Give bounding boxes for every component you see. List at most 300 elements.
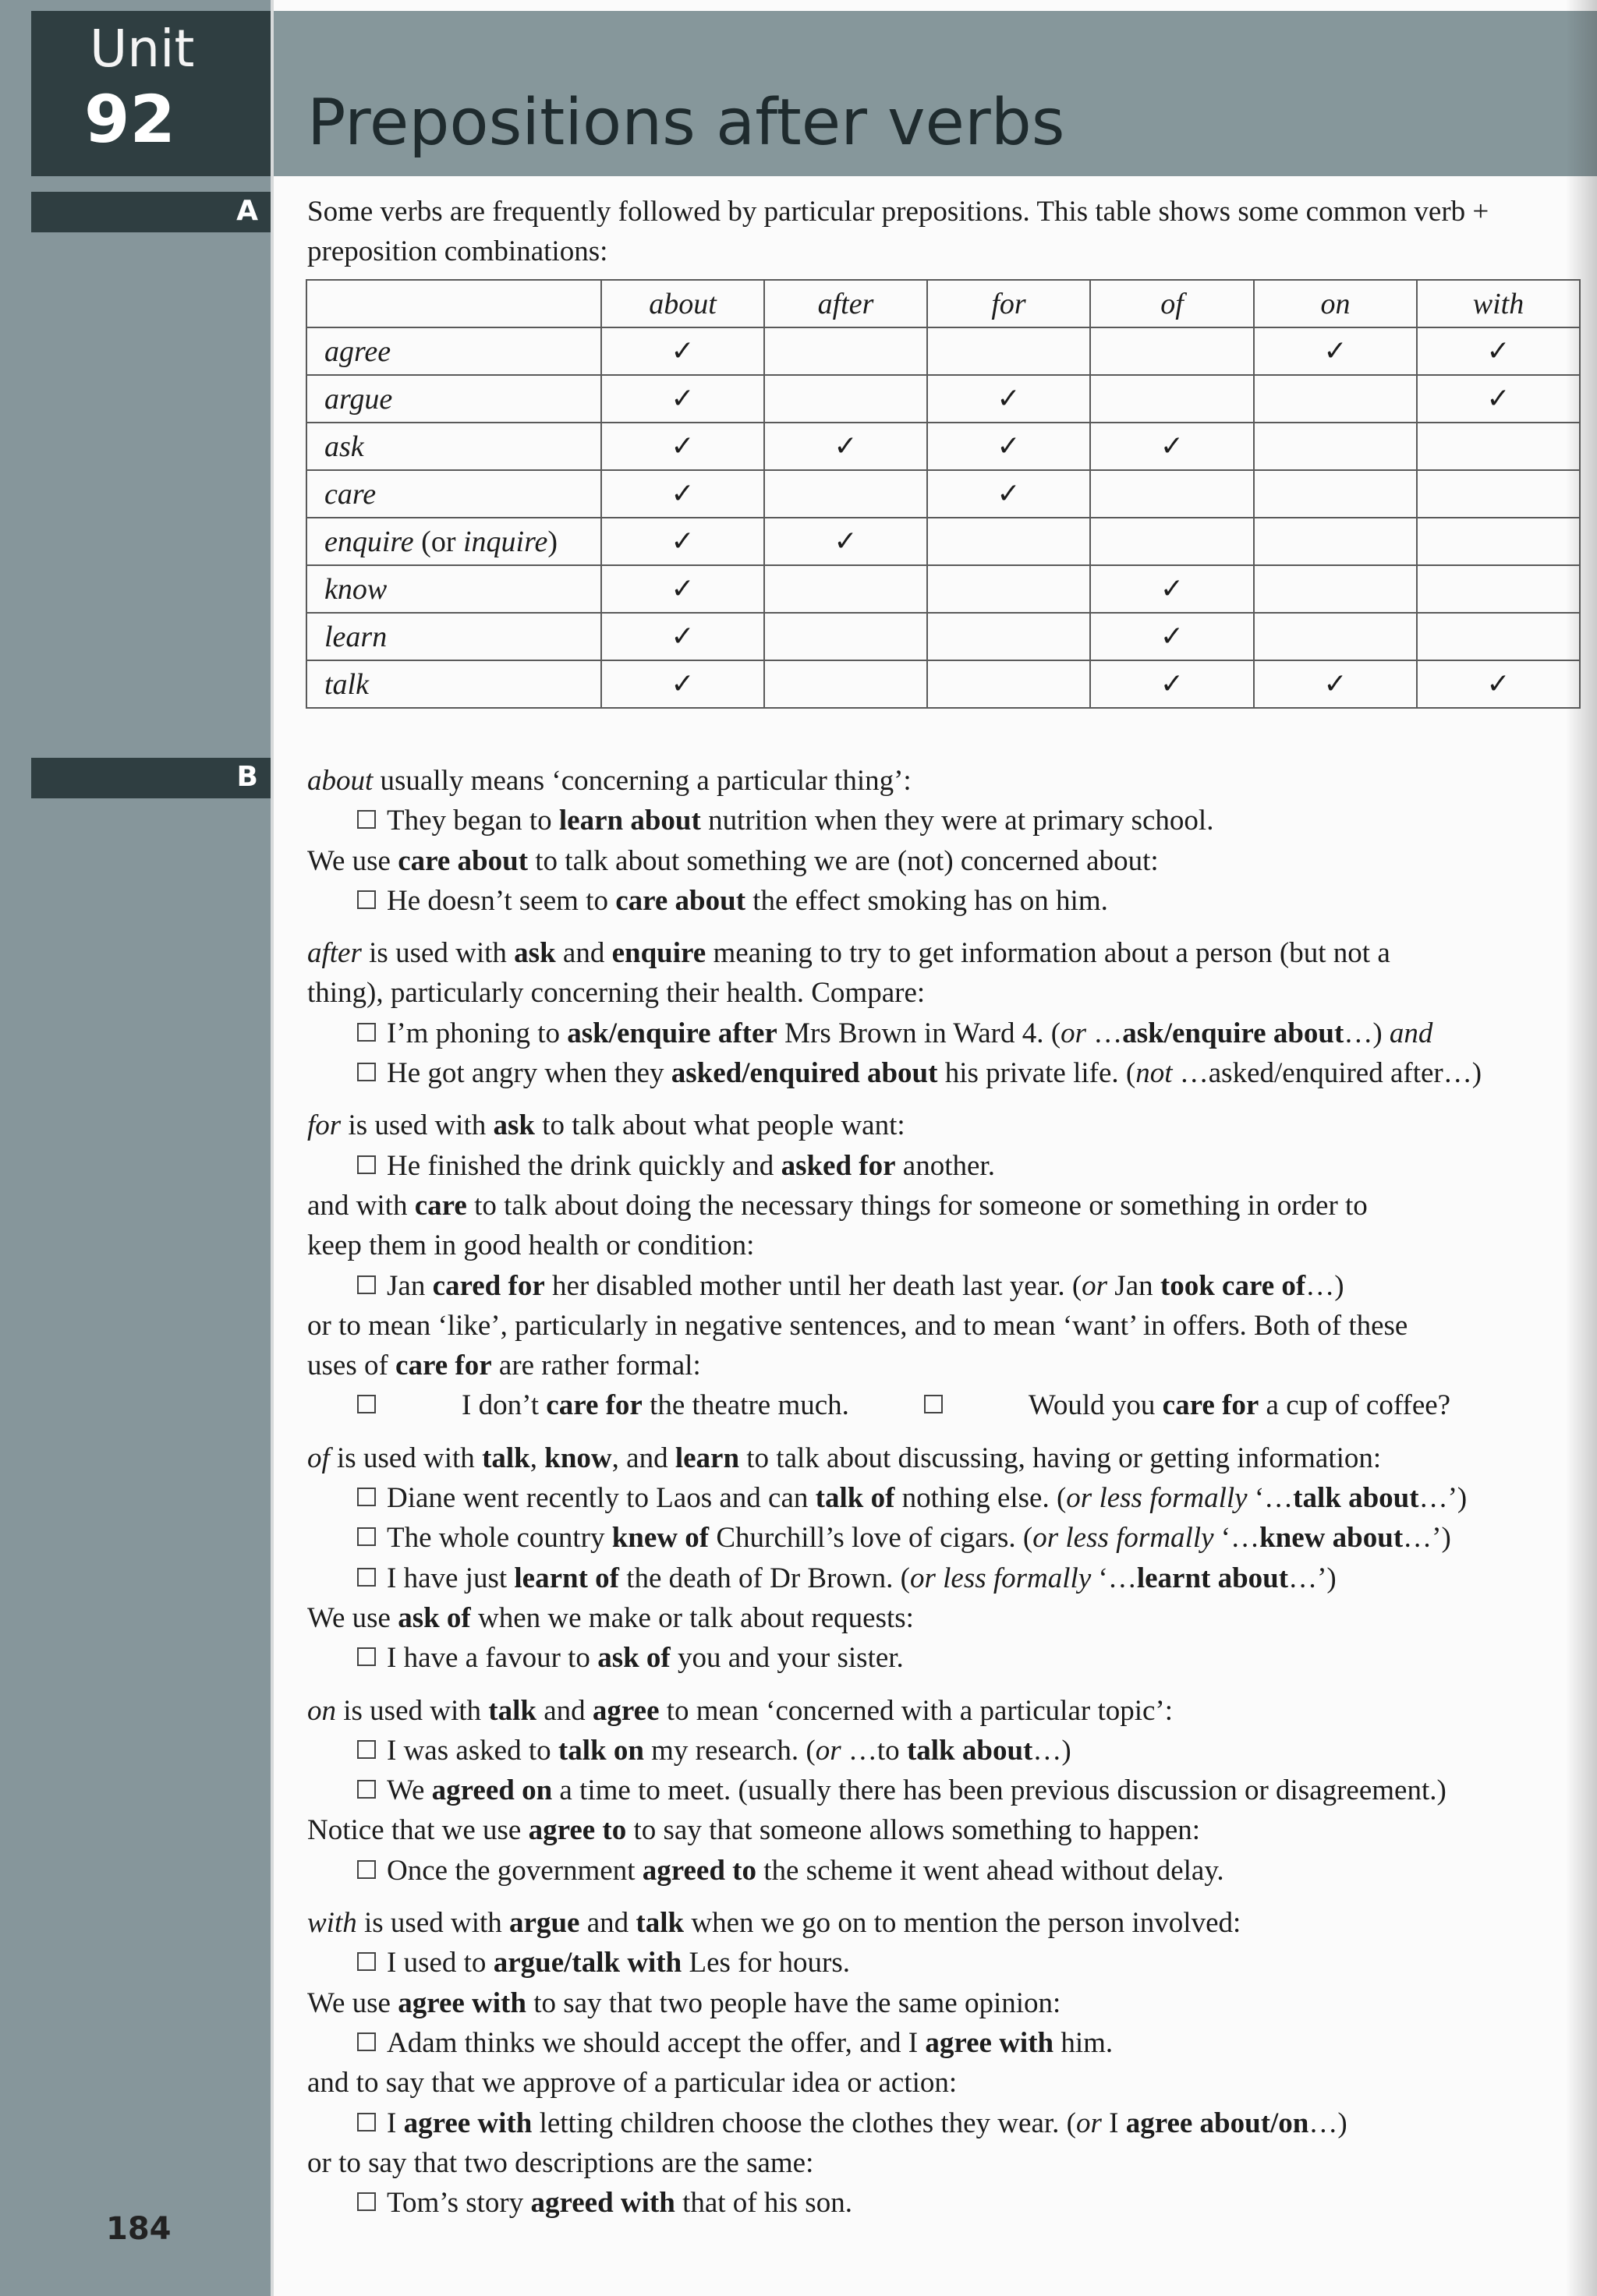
table-row: [306, 470, 1580, 518]
text-run: …’): [1288, 1562, 1337, 1594]
table-row: [306, 660, 1580, 708]
bullet-square-icon: [357, 1023, 376, 1042]
bullet-square-icon: [357, 1952, 376, 1971]
example-sentence: [357, 1478, 1594, 1518]
bullet-square-icon: [357, 1488, 376, 1506]
check-mark-icon: ✓: [997, 430, 1021, 462]
table-cell: [1090, 660, 1254, 708]
table-body: [306, 327, 1580, 708]
italic-phrase: with: [307, 1907, 357, 1940]
example-sentence: [357, 2183, 1594, 2223]
bold-phrase: agree with: [403, 2107, 533, 2139]
text-run: that of his son.: [675, 2187, 852, 2220]
text-run: Tom’s story: [387, 2187, 531, 2220]
italic-phrase: or: [1075, 2107, 1102, 2139]
table-cell: [1090, 375, 1254, 423]
verb-note: (or: [413, 525, 463, 558]
check-mark-icon: ✓: [1486, 383, 1510, 415]
text-run: I was asked to: [387, 1734, 558, 1767]
table-cell: [764, 423, 927, 470]
bullet-square-icon: [357, 2192, 376, 2211]
table-cell: [1417, 518, 1580, 565]
example-sentence: [357, 1851, 1594, 1891]
text-run: to talk about what people want:: [534, 1109, 905, 1142]
unit-number: 92: [84, 81, 175, 157]
column-header-for: for: [927, 280, 1090, 327]
check-mark-icon: ✓: [671, 573, 695, 605]
check-mark-icon: ✓: [997, 383, 1021, 415]
example-sentence: [357, 1771, 1594, 1810]
table-cell: [764, 470, 927, 518]
bold-phrase: agree: [592, 1694, 660, 1727]
explanation-line: [307, 1903, 1594, 1943]
example-sentence: [357, 1014, 1594, 1053]
bold-phrase: care for: [546, 1389, 643, 1422]
explanation-line: [307, 2063, 1594, 2103]
bullet-square-icon: [357, 810, 376, 829]
table-row: [306, 518, 1580, 565]
explanation-line: [307, 933, 1594, 973]
text-run: a cup of coffee?: [1259, 1389, 1451, 1422]
verb-alternative: inquire: [462, 525, 548, 558]
text-run: is used with: [356, 1907, 510, 1940]
bold-phrase: talk about: [906, 1734, 1033, 1767]
text-run: him.: [1053, 2026, 1114, 2059]
bullet-square-icon: [357, 1275, 376, 1294]
text-run: I don’t: [462, 1389, 547, 1422]
text-run: to talk about something we are (not) concerned about:: [528, 844, 1159, 877]
check-mark-icon: ✓: [1160, 621, 1184, 653]
text-run: and to say that we approve of a particular idea or action:: [307, 2067, 958, 2100]
column-header-with: with: [1417, 280, 1580, 327]
table-cell: [764, 327, 927, 375]
bold-phrase: ask of: [597, 1642, 671, 1675]
explanation-line: [307, 973, 1594, 1013]
check-mark-icon: ✓: [1160, 430, 1184, 462]
table-cell: [764, 375, 927, 423]
table-cell: [1417, 565, 1580, 613]
text-run: I have just: [387, 1562, 515, 1594]
italic-phrase: after: [307, 937, 362, 970]
verb-name: argue: [324, 382, 393, 416]
table-cell: [764, 518, 927, 565]
bold-phrase: knew about: [1259, 1522, 1404, 1555]
text-run: are rather formal:: [491, 1350, 701, 1382]
bullet-square-icon: [357, 1647, 376, 1666]
text-run: and: [579, 1907, 636, 1940]
verb-name: talk: [324, 667, 369, 701]
example-sentence: [357, 881, 1594, 921]
table-cell: [1254, 423, 1417, 470]
table-cell: [1417, 660, 1580, 708]
table-cell: [927, 660, 1090, 708]
table-cell: [601, 327, 764, 375]
bold-phrase: agreed to: [642, 1854, 756, 1887]
example-pair: [357, 1385, 1594, 1425]
explanation-line: [307, 1186, 1594, 1226]
bullet-square-icon: [357, 1155, 376, 1174]
italic-phrase: or: [1061, 1017, 1086, 1049]
text-run: I: [387, 2107, 404, 2139]
text-run: …): [1308, 2107, 1347, 2139]
text-run: the scheme it went ahead without delay.: [756, 1854, 1224, 1887]
table-row: [306, 613, 1580, 660]
explanation-line: [307, 1438, 1594, 1478]
table-cell: [1090, 423, 1254, 470]
table-cell: [1090, 613, 1254, 660]
explanation-line: [307, 1691, 1594, 1731]
text-run: Jan: [387, 1269, 433, 1302]
example-sentence: [357, 2103, 1594, 2143]
section-a-letter: A: [236, 195, 258, 227]
bold-phrase: ask/enquire after: [567, 1017, 777, 1049]
bold-phrase: talk: [488, 1694, 536, 1727]
text-run: …): [1032, 1734, 1071, 1767]
check-mark-icon: ✓: [834, 525, 858, 557]
text-run: to say that someone allows something to happen:: [626, 1814, 1201, 1847]
table-row: [306, 423, 1580, 470]
verb-cell: [306, 660, 601, 708]
bold-phrase: agree about/on: [1125, 2107, 1309, 2139]
bullet-square-icon: [357, 1860, 376, 1879]
bold-phrase: talk of: [815, 1482, 895, 1515]
text-run: We use: [307, 1601, 398, 1634]
check-mark-icon: ✓: [834, 430, 858, 462]
text-run: the theatre much.: [642, 1389, 849, 1422]
explanation-line: [307, 1598, 1594, 1638]
verb-cell: [306, 518, 601, 565]
text-run: when we make or talk about requests:: [470, 1601, 914, 1634]
table-cell: [927, 423, 1090, 470]
bold-phrase: know: [544, 1442, 612, 1474]
text-run: or to mean ‘like’, particularly in negative sentences, and to mean ‘want’ in offers. Both of these: [307, 1309, 1408, 1342]
bold-phrase: agree to: [528, 1814, 627, 1847]
bold-phrase: enquire: [611, 937, 706, 970]
bold-phrase: care for: [1162, 1389, 1259, 1422]
example-sentence: [357, 1266, 1594, 1306]
text-run: ‘…: [1091, 1562, 1137, 1594]
table-cell: [601, 518, 764, 565]
text-run: nutrition when they were at primary school.: [700, 805, 1214, 837]
italic-phrase: and: [1389, 1017, 1433, 1049]
table-cell: [601, 613, 764, 660]
text-run: …asked/enquired after…): [1172, 1057, 1482, 1090]
italic-phrase: or: [815, 1734, 841, 1767]
table-cell: [764, 613, 927, 660]
text-run: We use: [307, 1986, 398, 2019]
text-run: …): [1344, 1017, 1390, 1049]
verb-name: ask: [324, 430, 364, 463]
paragraph-gap: [307, 1426, 1594, 1438]
table-cell: [1254, 375, 1417, 423]
table-cell: [1254, 470, 1417, 518]
text-run: He got angry when they: [387, 1057, 671, 1090]
table-cell: [1417, 613, 1580, 660]
explanation-line: [307, 1106, 1594, 1145]
text-run: Diane went recently to Laos and can: [387, 1482, 816, 1515]
verb-name: know: [324, 572, 388, 606]
text-run: when we go on to mention the person involved:: [684, 1907, 1241, 1940]
text-run: to say that two people have the same opinion:: [526, 1986, 1061, 2019]
table-cell: [1090, 470, 1254, 518]
bullet-square-icon: [357, 1063, 376, 1081]
bullet-square-icon: [357, 1740, 376, 1759]
table-cell: [1417, 375, 1580, 423]
table-row: [306, 327, 1580, 375]
example-sentence: [357, 1053, 1594, 1093]
paragraph-gap: [307, 1679, 1594, 1691]
table-cell: [601, 423, 764, 470]
bold-phrase: agree with: [398, 1986, 526, 2019]
sidebar: [0, 0, 274, 2296]
table-cell: [601, 660, 764, 708]
verb-name: care: [324, 477, 377, 511]
verb-name: enquire: [324, 525, 414, 558]
table-cell: [601, 565, 764, 613]
bold-phrase: ask: [514, 937, 556, 970]
text-run: Once the government: [387, 1854, 643, 1887]
table-cell: [927, 375, 1090, 423]
text-run: I have a favour to: [387, 1642, 598, 1675]
text-run: Would you: [1028, 1389, 1163, 1422]
text-run: nothing else. (: [894, 1482, 1067, 1515]
verb-note-close: ): [547, 525, 558, 558]
table-corner-cell: [306, 280, 601, 327]
text-run: keep them in good health or condition:: [307, 1229, 755, 1262]
text-run: Notice that we use: [307, 1814, 529, 1847]
check-mark-icon: ✓: [671, 621, 695, 653]
text-run: to talk about discussing, having or getting information:: [739, 1442, 1382, 1474]
page-gutter-shade: [1566, 0, 1597, 2296]
page-title: Prepositions after verbs: [307, 86, 1065, 160]
example-sentence: [357, 1638, 1594, 1678]
paragraph-gap: [307, 921, 1594, 933]
italic-phrase: not: [1135, 1057, 1173, 1090]
section-b-marker: [31, 758, 271, 798]
text-run: is used with: [329, 1442, 483, 1474]
explanation-line: [307, 1306, 1594, 1346]
text-run: and with: [307, 1189, 415, 1222]
text-run: the effect smoking has on him.: [745, 884, 1108, 917]
text-run: and: [555, 937, 612, 970]
bold-phrase: learn: [675, 1442, 740, 1474]
check-mark-icon: ✓: [1160, 668, 1184, 700]
bullet-square-icon: [357, 1527, 376, 1546]
table-row: [306, 565, 1580, 613]
table-cell: [1254, 518, 1417, 565]
example-sentence: [357, 2023, 1594, 2063]
bullet-square-icon: [357, 1395, 376, 1413]
verb-cell: [306, 423, 601, 470]
italic-phrase: or less formally: [909, 1562, 1092, 1594]
example-sentence: [357, 1518, 1594, 1558]
table-cell: [764, 565, 927, 613]
text-run: I used to: [387, 1947, 494, 1979]
explanation-line: [307, 1346, 1594, 1385]
section-b-letter: B: [236, 761, 258, 793]
text-run: meaning to try to get information about a person (but not a: [706, 937, 1390, 970]
unit-label: Unit: [90, 19, 195, 79]
check-mark-icon: ✓: [1486, 335, 1510, 367]
text-run: …’): [1418, 1482, 1468, 1515]
bold-phrase: ask of: [398, 1601, 471, 1634]
verb-cell: [306, 470, 601, 518]
italic-phrase: about: [307, 765, 374, 797]
explanation-line: [307, 1810, 1594, 1850]
bold-phrase: agreed on: [431, 1774, 553, 1807]
text-run: They began to: [387, 805, 559, 837]
text-run: Les for hours.: [682, 1947, 851, 1979]
page-number: 184: [106, 2211, 172, 2247]
verb-cell: [306, 565, 601, 613]
text-run: is used with: [336, 1694, 489, 1727]
text-run: is used with: [341, 1109, 494, 1142]
table-cell: [1417, 327, 1580, 375]
explanation-line: [307, 841, 1594, 881]
text-run: …to: [841, 1734, 907, 1767]
example-sentence: [357, 1389, 849, 1421]
text-run: , and: [611, 1442, 675, 1474]
text-run: We: [387, 1774, 432, 1807]
text-run: another.: [895, 1149, 995, 1182]
table-cell: [927, 565, 1090, 613]
text-run: We use: [307, 844, 398, 877]
bullet-square-icon: [357, 1780, 376, 1799]
example-sentence: [357, 1146, 1594, 1186]
table-cell: [1417, 470, 1580, 518]
column-header-after: after: [764, 280, 927, 327]
bold-phrase: care for: [395, 1350, 492, 1382]
bold-phrase: learnt of: [514, 1562, 619, 1594]
italic-phrase: for: [307, 1109, 342, 1142]
bullet-square-icon: [357, 2113, 376, 2131]
explanation-line: [307, 761, 1594, 801]
text-run: and: [536, 1694, 593, 1727]
text-run: …): [1305, 1269, 1344, 1302]
table-cell: [927, 470, 1090, 518]
text-run: I: [1101, 2107, 1126, 2139]
bold-phrase: learnt about: [1136, 1562, 1289, 1594]
bold-phrase: took care of: [1160, 1269, 1306, 1302]
text-run: He doesn’t seem to: [387, 884, 616, 917]
verb-cell: [306, 613, 601, 660]
check-mark-icon: ✓: [1486, 668, 1510, 700]
table-row: [306, 375, 1580, 423]
check-mark-icon: ✓: [1160, 573, 1184, 605]
text-run: is used with: [361, 937, 515, 970]
explanation-line: [307, 1983, 1594, 2023]
bold-phrase: cared for: [432, 1269, 545, 1302]
example-sentence: [357, 1558, 1594, 1598]
bold-phrase: care about: [398, 844, 529, 877]
table-cell: [1090, 565, 1254, 613]
example-sentence: [357, 1731, 1594, 1771]
column-header-of: of: [1090, 280, 1254, 327]
table-cell: [1090, 327, 1254, 375]
text-run: …: [1085, 1017, 1123, 1049]
section-b-content: [307, 761, 1594, 2223]
column-header-about: about: [601, 280, 764, 327]
check-mark-icon: ✓: [671, 383, 695, 415]
bullet-square-icon: [357, 890, 376, 909]
bold-phrase: talk on: [558, 1734, 644, 1767]
table-cell: [1254, 660, 1417, 708]
table-cell: [1254, 327, 1417, 375]
table-cell: [1417, 423, 1580, 470]
text-run: to mean ‘concerned with a particular topic’:: [659, 1694, 1174, 1727]
table-cell: [927, 327, 1090, 375]
section-a-marker: [31, 192, 271, 232]
text-run: Churchill’s love of cigars. (: [709, 1522, 1033, 1555]
bold-phrase: care: [414, 1189, 467, 1222]
table-cell: [601, 375, 764, 423]
text-run: ‘…: [1247, 1482, 1294, 1515]
italic-phrase: of: [307, 1442, 330, 1474]
italic-phrase: on: [307, 1694, 336, 1727]
explanation-line: [307, 1226, 1594, 1265]
verb-cell: [306, 327, 601, 375]
text-run: her disabled mother until her death last year. (: [544, 1269, 1082, 1302]
bold-phrase: talk: [636, 1907, 685, 1940]
text-run: He finished the drink quickly and: [387, 1149, 781, 1182]
text-run: a time to meet. (usually there has been previous discussion or disagreement.): [552, 1774, 1447, 1807]
text-run: letting children choose the clothes they wear. (: [532, 2107, 1076, 2139]
bold-phrase: learn about: [558, 805, 701, 837]
check-mark-icon: ✓: [1323, 668, 1347, 700]
text-run: or to say that two descriptions are the same:: [307, 2146, 814, 2179]
bold-phrase: asked/enquired about: [671, 1057, 938, 1090]
bold-phrase: talk: [482, 1442, 530, 1474]
text-run: uses of: [307, 1350, 396, 1382]
section-a-intro: Some verbs are frequently followed by particular prepositions. This table shows some common verb + preposition combinations:: [307, 196, 1489, 267]
italic-phrase: or less formally: [1066, 1482, 1248, 1515]
example-sentence: [357, 801, 1594, 840]
table-cell: [927, 518, 1090, 565]
bullet-square-icon: [924, 1395, 943, 1413]
text-run: his private life. (: [937, 1057, 1136, 1090]
text-run: The whole country: [387, 1522, 612, 1555]
bold-phrase: ask: [493, 1109, 535, 1142]
table-cell: [1090, 518, 1254, 565]
text-run: ‘…: [1213, 1522, 1260, 1555]
text-run: my research. (: [643, 1734, 816, 1767]
check-mark-icon: ✓: [997, 478, 1021, 510]
bold-phrase: talk about: [1293, 1482, 1419, 1515]
text-run: Mrs Brown in Ward 4. (: [777, 1017, 1061, 1049]
table-cell: [1254, 613, 1417, 660]
bold-phrase: argue: [509, 1907, 580, 1940]
text-run: Jan: [1107, 1269, 1160, 1302]
check-mark-icon: ✓: [671, 478, 695, 510]
italic-phrase: or: [1082, 1269, 1108, 1302]
bold-phrase: asked for: [781, 1149, 896, 1182]
bold-phrase: ask/enquire about: [1122, 1017, 1344, 1049]
check-mark-icon: ✓: [671, 668, 695, 700]
text-run: ,: [529, 1442, 545, 1474]
paragraph-gap: [307, 1891, 1594, 1903]
bold-phrase: agree with: [925, 2026, 1054, 2059]
table-cell: [927, 613, 1090, 660]
check-mark-icon: ✓: [671, 525, 695, 557]
text-run: the death of Dr Brown. (: [618, 1562, 910, 1594]
text-run: you and your sister.: [670, 1642, 904, 1675]
text-run: …’): [1403, 1522, 1451, 1555]
example-sentence: [924, 1389, 1450, 1421]
bold-phrase: knew of: [611, 1522, 710, 1555]
text-run: usually means ‘concerning a particular thing’:: [373, 765, 912, 797]
explanation-line: [307, 2143, 1594, 2183]
table-cell: [601, 470, 764, 518]
